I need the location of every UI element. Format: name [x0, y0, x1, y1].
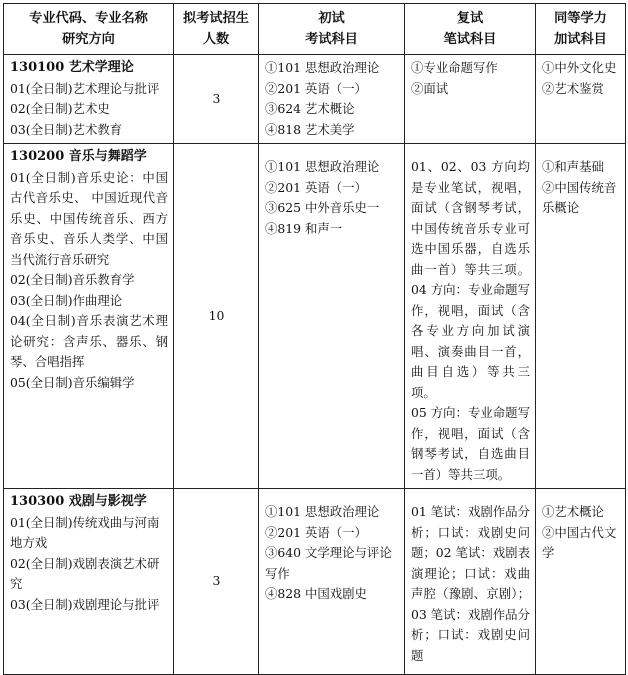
equiv-cell: [536, 144, 626, 489]
exam-cell: [259, 55, 405, 144]
quota-cell: 3: [174, 55, 259, 144]
table-row: [4, 489, 626, 675]
quota-cell: 3: [174, 489, 259, 675]
equiv-item: ②艺术鉴赏: [542, 80, 604, 96]
quota-cell: 10: [174, 144, 259, 489]
retest-item: 01 笔试：戏剧作品分析；口试：戏剧史问题；02 笔试：戏剧表演理论；口试：戏曲声腔（豫剧、京剧）；03 笔试：戏剧作品分析；口试：戏剧史问题: [411, 504, 530, 663]
exam-cell: [259, 489, 405, 675]
header-major-line2: 研究方向: [62, 32, 115, 47]
direction-item: 01(全日制)艺术理论与批评: [10, 80, 160, 96]
header-major-line1: 专业代码、专业名称: [29, 11, 148, 26]
header-initial: [259, 4, 405, 55]
exam-item: ③625 中外音乐史一: [265, 200, 380, 215]
header-equiv: [536, 4, 626, 55]
header-equiv-line1: 同等学力: [554, 11, 607, 26]
equiv-item: ①和声基础: [542, 159, 604, 174]
header-initial-line2: 考试科目: [305, 32, 358, 47]
exam-item: ④818 艺术美学: [265, 121, 355, 137]
retest-item: ①专业命题写作: [411, 60, 498, 75]
table-row: [4, 144, 626, 489]
exam-cell: [259, 144, 405, 489]
exam-item: ④819 和声一: [265, 220, 343, 236]
equiv-cell: [536, 489, 626, 675]
equiv-cell: [536, 55, 626, 144]
major-cell: [4, 489, 174, 675]
direction-item: 03(全日制)戏剧理论与批评: [10, 596, 160, 612]
retest-cell: [405, 55, 536, 144]
header-major: [4, 4, 174, 55]
exam-item: ②201 英语（一）: [265, 80, 367, 96]
major-cell: [4, 144, 174, 489]
exam-item: ②201 英语（一）: [265, 524, 367, 540]
direction-item: 02(全日制)音乐教育学: [10, 272, 135, 287]
major-code: 130100 艺术学理论: [10, 60, 134, 75]
major-cell: [4, 55, 174, 144]
header-quota-line1: 拟考试招生: [183, 11, 249, 26]
header-quota-line2: 人数: [202, 32, 230, 47]
exam-item: ②201 英语（一）: [265, 179, 367, 195]
header-quota: [174, 4, 259, 55]
equiv-item: ①艺术概论: [542, 504, 604, 519]
exam-item: ③640 文学理论与评论写作: [265, 545, 392, 581]
table-row: [4, 55, 626, 144]
direction-item: 03(全日制)作曲理论: [10, 292, 123, 308]
exam-item: ③624 艺术概论: [265, 101, 355, 116]
equiv-item: ②中国古代文学: [542, 524, 617, 560]
header-initial-line1: 初试: [318, 11, 345, 26]
direction-item: 05(全日制)音乐编辑学: [10, 374, 135, 390]
equiv-item: ②中国传统音乐概论: [542, 179, 617, 215]
direction-item: 01(全日制)音乐史论：中国古代音乐史、 中国近现代音乐史、中国传统音乐、西方音乐史、音乐人类学、中国当代流行音乐研究: [10, 169, 168, 267]
exam-item: ①101 思想政治理论: [265, 159, 380, 174]
header-retest-line1: 复试: [456, 11, 484, 26]
exam-item: ①101 思想政治理论: [265, 504, 380, 519]
major-code: 130200 音乐与舞蹈学: [10, 149, 147, 164]
header-retest-line2: 笔试科目: [443, 32, 497, 47]
retest-cell: [405, 144, 536, 489]
direction-item: 02(全日制)戏剧表演艺术研究: [10, 555, 160, 591]
header-row: [4, 4, 626, 55]
exam-item: ④828 中国戏剧史: [265, 586, 367, 601]
exam-item: ①101 思想政治理论: [265, 60, 380, 75]
retest-item: ②面试: [411, 80, 449, 96]
direction-item: 02(全日制)艺术史: [10, 101, 110, 116]
direction-item: 03(全日制)艺术教育: [10, 121, 123, 137]
admissions-table: [3, 3, 626, 675]
major-code: 130300 戏剧与影视学: [10, 494, 147, 509]
header-retest: [405, 4, 536, 55]
direction-item: 01(全日制)传统戏曲与河南地方戏: [10, 514, 160, 550]
direction-item: 04(全日制)音乐表演艺术理论研究：含声乐、器乐、钢琴、合唱指挥: [10, 313, 168, 369]
retest-item: 05 方向：专业命题写作，视唱，面试（含钢琴考试，自选曲目一首）等共三项。: [411, 405, 530, 482]
header-equiv-line2: 加试科目: [554, 32, 607, 47]
retest-item: 01、02、03 方向均是专业笔试，视唱，面试（含钢琴考试，中国传统音乐专业可选中国乐器，自选乐曲一首）等共三项。04 方向：专业命题写作，视唱，面试（含各专业方向加试演唱、演奏曲目一首，曲目自选）等共三项。: [411, 159, 530, 400]
equiv-item: ①中外文化史: [542, 60, 617, 75]
retest-cell: [405, 489, 536, 675]
